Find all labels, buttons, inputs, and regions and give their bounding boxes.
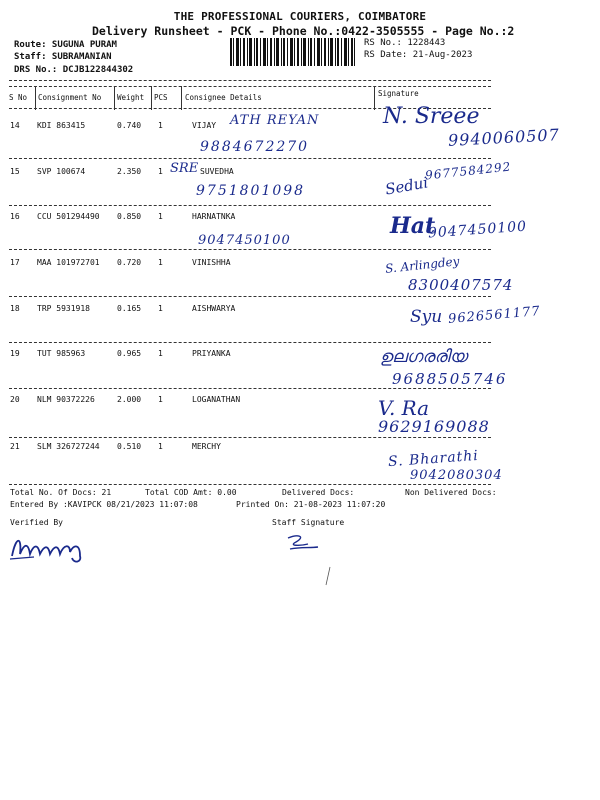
signature-phone: 9629169088 bbox=[378, 417, 490, 436]
signature-scribble: Hat bbox=[390, 213, 436, 239]
row-pcs: 1 bbox=[158, 442, 163, 451]
row-divider bbox=[9, 296, 491, 297]
row-sno: 17 bbox=[10, 258, 20, 267]
row-consignee-name: HARNATNKA bbox=[192, 212, 236, 221]
row-weight: 0.965 bbox=[117, 349, 142, 358]
row-consignee-name: MERCHY bbox=[192, 442, 221, 451]
total-docs: Total No. Of Docs: 21 bbox=[10, 488, 112, 497]
pen-mark bbox=[322, 566, 334, 586]
row-consignee-name: VINISHHA bbox=[192, 258, 231, 267]
row-consignment: NLM 90372226 bbox=[37, 395, 95, 404]
rs-date: RS Date: 21-Aug-2023 bbox=[364, 50, 473, 60]
row-consignment: TRP 5931918 bbox=[37, 304, 90, 313]
staff-signature-label: Staff Signature bbox=[272, 518, 345, 527]
row-divider bbox=[9, 249, 491, 250]
signature-phone: 9677584292 bbox=[424, 159, 512, 183]
verified-by-label: Verified By bbox=[10, 518, 63, 527]
row-pcs: 1 bbox=[158, 212, 163, 221]
row-pcs: 1 bbox=[158, 167, 163, 176]
col-header-consignee: Consignee Details bbox=[185, 93, 262, 102]
row-consignee-name: VIJAY bbox=[192, 121, 217, 130]
delivered-docs: Delivered Docs: bbox=[282, 488, 355, 497]
signature-phone: 9042080304 bbox=[410, 468, 503, 483]
row-consignee-name: SUVEDHA bbox=[200, 167, 234, 176]
signature-scribble: ഉലഗരരിയ bbox=[380, 347, 467, 367]
handwritten-phone: 9047450100 bbox=[198, 233, 291, 248]
row-sno: 20 bbox=[10, 395, 20, 404]
staff-label: Staff: SUBRAMANIAN bbox=[14, 52, 112, 62]
row-weight: 2.350 bbox=[117, 167, 142, 176]
row-weight: 0.740 bbox=[117, 121, 142, 130]
signature-phone: 9626561177 bbox=[447, 303, 542, 328]
row-weight: 0.720 bbox=[117, 258, 142, 267]
entered-by: Entered By :KAVIPCK 08/21/2023 11:07:08 bbox=[10, 500, 198, 509]
row-pcs: 1 bbox=[158, 349, 163, 358]
staff-signature bbox=[284, 532, 326, 554]
row-sno: 16 bbox=[10, 212, 20, 221]
row-weight: 0.850 bbox=[117, 212, 142, 221]
drs-number: DRS No.: DCJB122844302 bbox=[14, 65, 134, 75]
signature-scribble: S. Bharathi bbox=[387, 447, 480, 471]
non-delivered-docs: Non Delivered Docs: bbox=[405, 488, 497, 497]
signature-scribble: Syu bbox=[410, 307, 443, 327]
row-divider bbox=[9, 437, 491, 438]
route-label: Route: SUGUNA PURAM bbox=[14, 40, 117, 50]
row-divider bbox=[9, 342, 491, 343]
signature-phone: 8300407574 bbox=[408, 276, 514, 294]
row-weight: 0.165 bbox=[117, 304, 142, 313]
row-consignment: MAA 101972701 bbox=[37, 258, 100, 267]
header-top-rule bbox=[9, 80, 491, 81]
col-header-consignment: Consignment No bbox=[38, 93, 102, 102]
row-consignee-name: LOGANATHAN bbox=[192, 395, 241, 404]
signature-phone: 9688505746 bbox=[392, 370, 508, 388]
handwritten-phone: 9884672270 bbox=[200, 139, 310, 155]
row-pcs: 1 bbox=[158, 395, 163, 404]
row-consignment: SLM 326727244 bbox=[37, 442, 100, 451]
row-sno: 19 bbox=[10, 349, 20, 358]
row-consignment: TUT 985963 bbox=[37, 349, 86, 358]
handwritten-name: ATH REYAN bbox=[230, 113, 320, 128]
row-consignment: KDI 863415 bbox=[37, 121, 86, 130]
column-divider bbox=[114, 86, 115, 110]
signature-scribble: Sedui bbox=[383, 173, 430, 199]
col-header-weight: Weight bbox=[117, 93, 145, 102]
col-header-pcs: PCS bbox=[154, 93, 168, 102]
company-name: THE PROFESSIONAL COURIERS, COIMBATORE bbox=[173, 10, 427, 23]
footer-rule bbox=[9, 484, 491, 485]
row-divider bbox=[9, 205, 491, 206]
handwritten-phone: 9751801098 bbox=[196, 183, 306, 199]
total-cod: Total COD Amt: 0.00 bbox=[145, 488, 237, 497]
row-consignee-name: PRIYANKA bbox=[192, 349, 231, 358]
handwritten-name: SRE bbox=[170, 161, 199, 176]
row-sno: 15 bbox=[10, 167, 20, 176]
printed-on: Printed On: 21-08-2023 11:07:20 bbox=[236, 500, 386, 509]
row-consignment: SVP 100674 bbox=[37, 167, 86, 176]
row-consignment: CCU 501294490 bbox=[37, 212, 100, 221]
signature-scribble: S. Arlingdey bbox=[384, 254, 461, 276]
row-pcs: 1 bbox=[158, 258, 163, 267]
verified-signature bbox=[8, 526, 90, 566]
row-pcs: 1 bbox=[158, 121, 163, 130]
column-divider bbox=[374, 86, 375, 110]
row-divider bbox=[9, 158, 491, 159]
row-weight: 2.000 bbox=[117, 395, 142, 404]
row-sno: 21 bbox=[10, 442, 20, 451]
signature-phone: 9047450100 bbox=[427, 218, 528, 242]
column-divider bbox=[35, 86, 36, 110]
col-header-signature: Signature bbox=[378, 89, 419, 98]
header-rule bbox=[9, 86, 491, 87]
barcode-icon bbox=[230, 38, 355, 66]
signature-scribble: V. Ra bbox=[378, 396, 430, 420]
row-pcs: 1 bbox=[158, 304, 163, 313]
row-divider bbox=[9, 388, 491, 389]
row-consignee-name: AISHWARYA bbox=[192, 304, 236, 313]
column-divider bbox=[151, 86, 152, 110]
col-header-sno: S No bbox=[9, 93, 28, 102]
row-sno: 18 bbox=[10, 304, 20, 313]
runsheet-title: Delivery Runsheet - PCK - Phone No.:0422-3505555 - Page No.:2 bbox=[92, 24, 515, 38]
row-sno: 14 bbox=[10, 121, 20, 130]
row-weight: 0.510 bbox=[117, 442, 142, 451]
signature-phone: 9940060507 bbox=[447, 125, 561, 150]
signature-scribble: N. Sreee bbox=[383, 104, 480, 129]
column-divider bbox=[181, 86, 182, 110]
rs-number: RS No.: 1228443 bbox=[364, 38, 446, 48]
